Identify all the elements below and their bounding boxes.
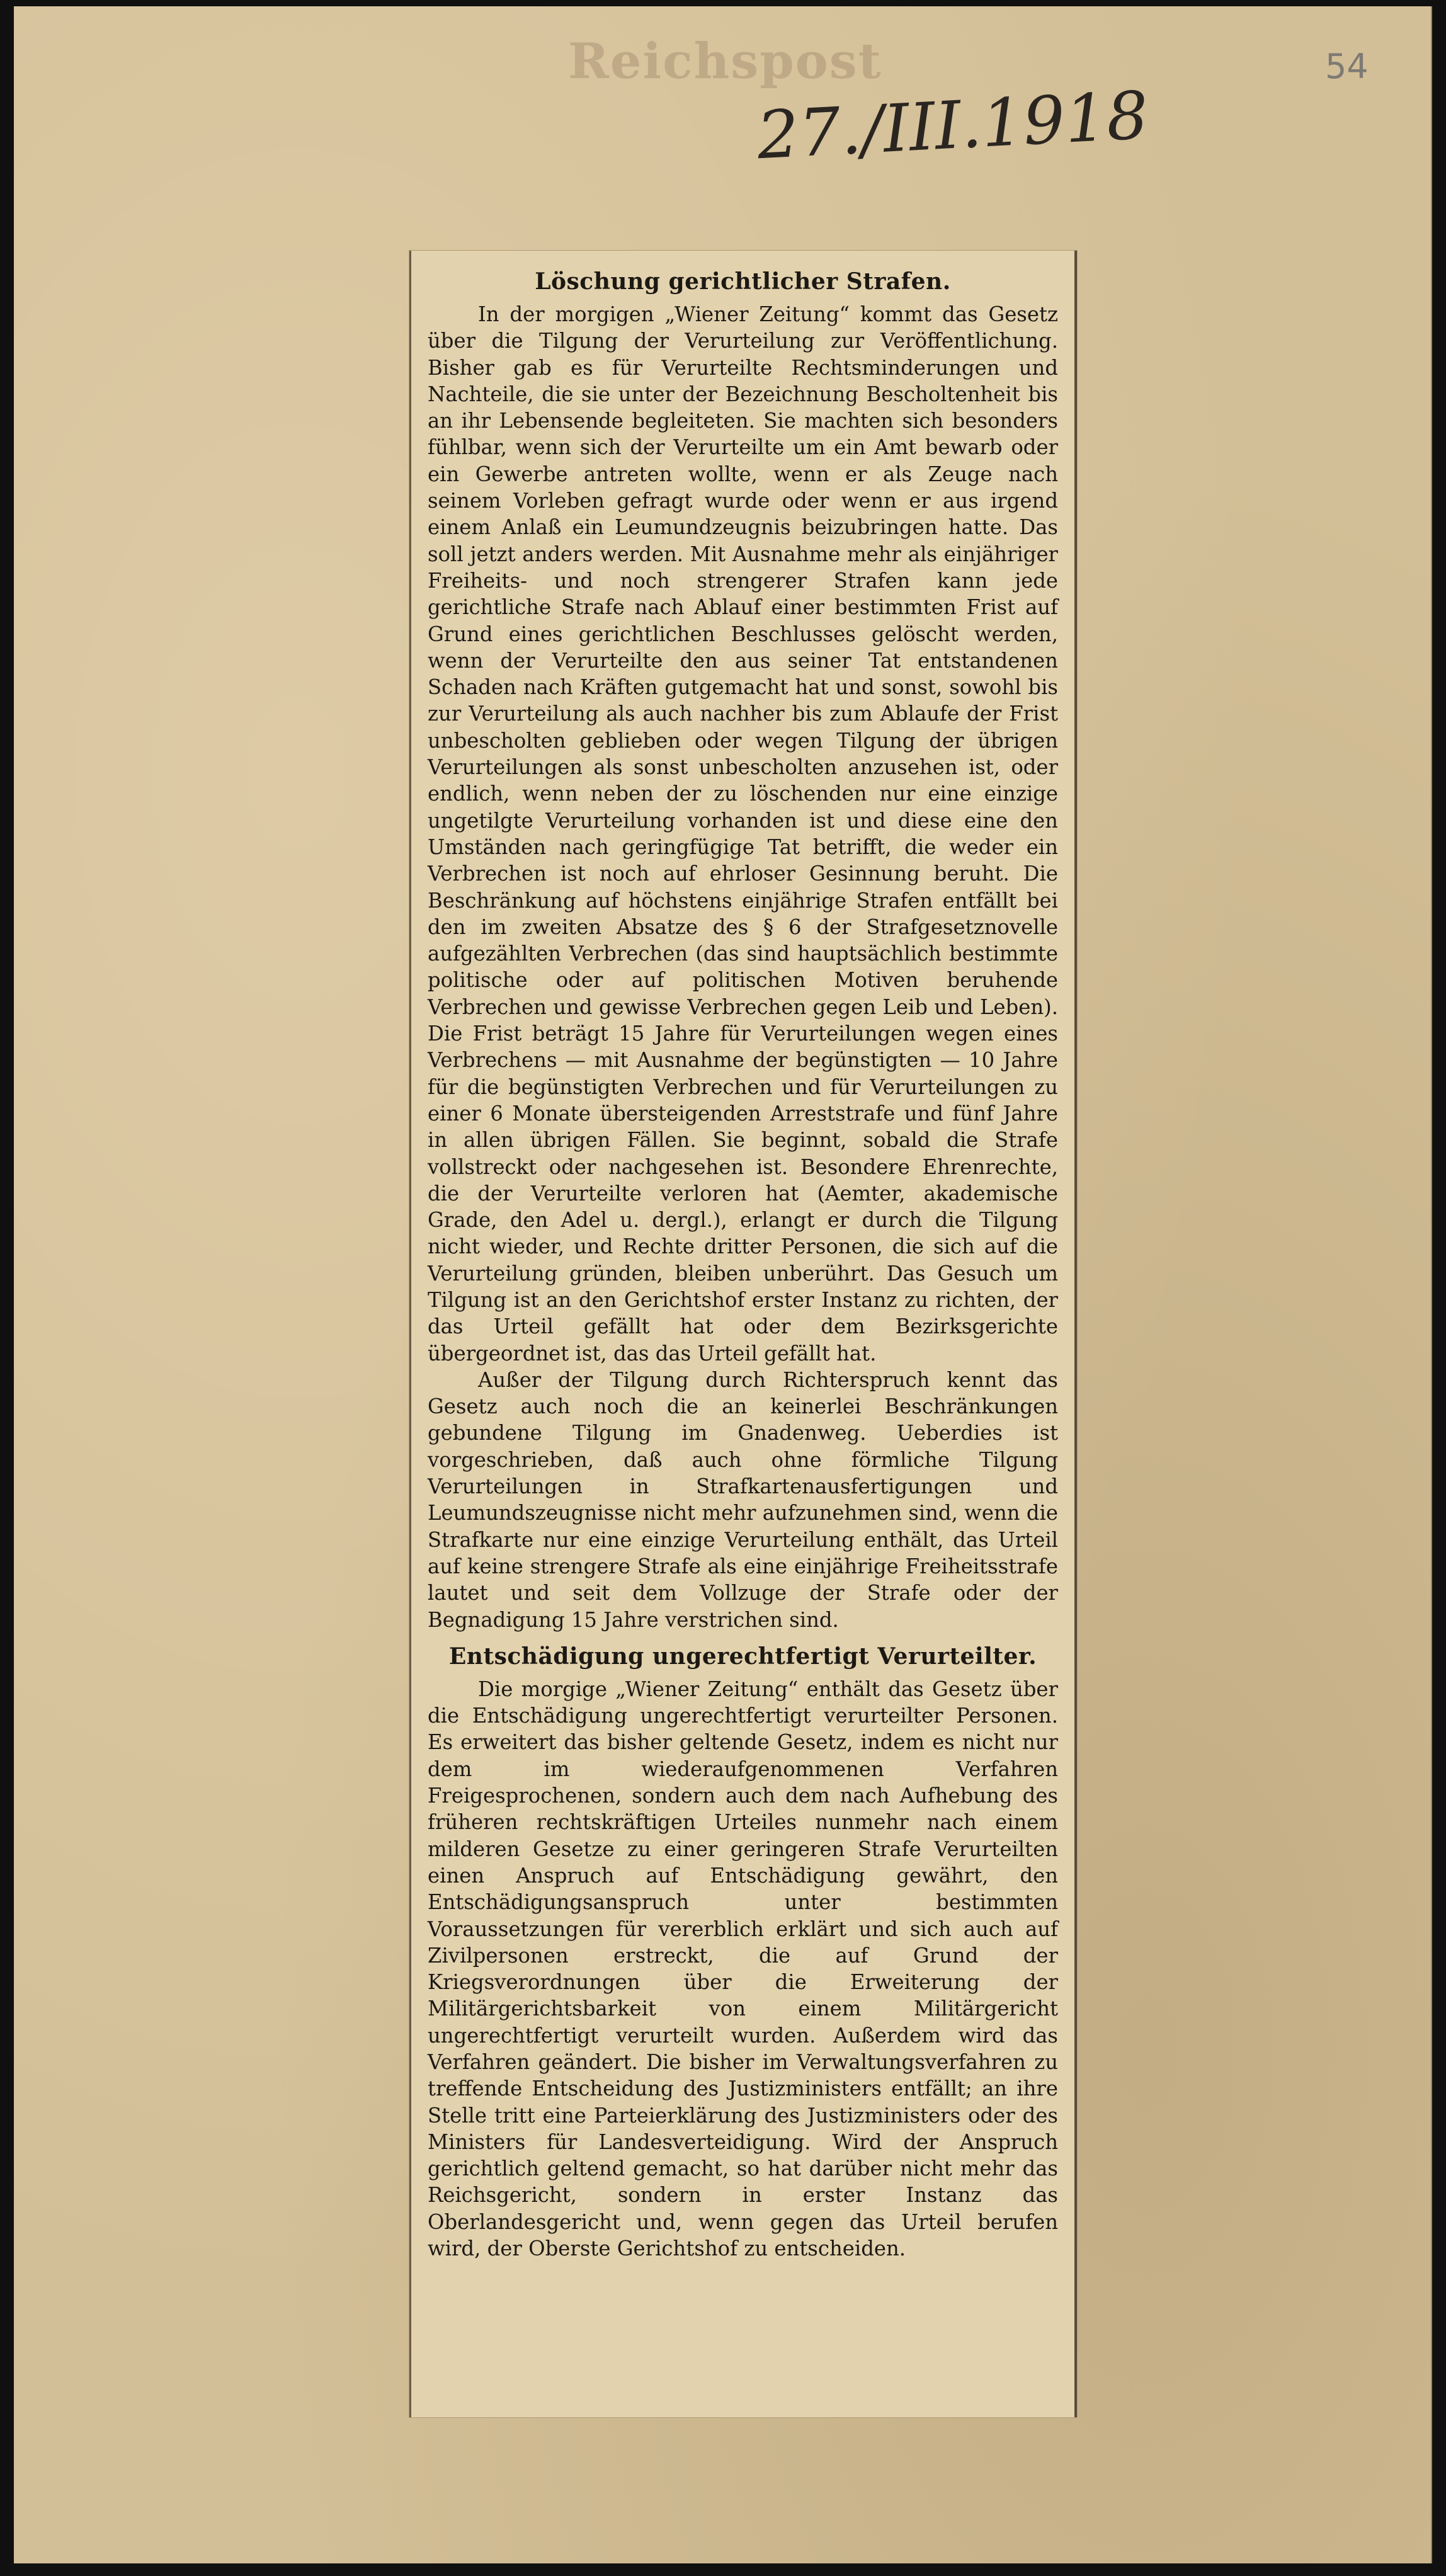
- handwritten-date: 27./III.1918: [755, 76, 1151, 174]
- article-paragraph: Außer der Tilgung durch Richterspruch kennt das Gesetz auch noch die an keinerlei Beschränkungen gebundene Tilgung im Gnadenweg. Ueberdies ist vorgeschrieben, daß auch ohne förmliche Tilgung Verurteilungen in Strafkartenausfertigungen und Leumundszeugnisse nicht mehr aufzunehmen sind, wenn die Strafkarte nur eine einzige Verurteilung enthält, das Urteil auf keine strengere Strafe als eine einjährige Freiheitsstrafe lautet und seit dem Vollzuge der Strafe oder der Begnadigung 15 Jahre verstrichen sind.: [428, 1367, 1058, 1632]
- article-headline: Entschädigung ungerechtfertigt Verurteilter.: [448, 1643, 1037, 1670]
- article-paragraph: Die morgige „Wiener Zeitung“ enthält das Gesetz über die Entschädigung ungerechtfertigt verurteilter Personen. Es erweitert das bisher geltende Gesetz, indem es nicht nur dem im wiederaufgenommenen Verfahren Freigesprochenen, sondern auch dem nach Aufhebung des früheren rechtskräftigen Urteiles nunmehr nach einem milderen Gesetze zu einer geringeren Strafe Verurteilten einen Anspruch auf Entschädigung gewährt, den Entschädigungsanspruch unter bestimmten Voraussetzungen für vererblich erklärt und sich auch auf Zivilpersonen erstreckt, die auf Grund der Kriegsverordnungen über die Erweiterung der Militärgerichtsbarkeit von einem Militärgericht ungerechtfertigt verurteilt wurden. Außerdem wird das Verfahren geändert. Die bisher im Verwaltungsverfahren zu treffende Entscheidung des Justizministers entfällt; an ihre Stelle tritt eine Parteierklärung des Justizministers oder des Ministers für Landesverteidigung. Wird der Anspruch gerichtlich geltend gemacht, so hat darüber nicht mehr das Reichsgericht, sondern in erster Instanz das Oberlandesgericht und, wenn gegen das Urteil berufen wird, der Oberste Gerichtshof zu entscheiden.: [428, 1677, 1058, 2261]
- newspaper-clipping: [409, 251, 1077, 2417]
- article-paragraph: In der morgigen „Wiener Zeitung“ kommt das Gesetz über die Tilgung der Verurteilung zur Veröffentlichung. Bisher gab es für Verurteilte Rechtsminderungen und Nachteile, die sie unter der Bezeichnung Bescholtenheit bis an ihr Lebensende begleiteten. Sie machten sich besonders fühlbar, wenn sich der Verurteilte um ein Amt bewarb oder ein Gewerbe antreten wollte, wenn er als Zeuge nach seinem Vorleben gefragt wurde oder wenn er aus irgend einem Anlaß ein Leumundzeugnis beizubringen hatte. Das soll jetzt anders werden. Mit Ausnahme mehr als einjähriger Freiheits- und noch strengerer Strafen kann jede gerichtliche Strafe nach Ablauf einer bestimmten Frist auf Grund eines gerichtlichen Beschlusses gelöscht werden, wenn der Verurteilte den aus seiner Tat entstandenen Schaden nach Kräften gutgemacht hat und sonst, sowohl bis zur Verurteilung als auch nachher bis zum Ablaufe der Frist unbescholten geblieben oder wegen Tilgung der übrigen Verurteilungen als sonst unbescholten anzusehen ist, oder endlich, wenn neben der zu löschenden nur eine einzige ungetilgte Verurteilung vorhanden ist und diese eine den Umständen nach geringfügige Tat betrifft, die weder ein Verbrechen ist noch auf ehrloser Gesinnung beruht. Die Beschränkung auf höchstens einjährige Strafen entfällt bei den im zweiten Absatze des § 6 der Strafgesetznovelle aufgezählten Verbrechen (das sind hauptsächlich bestimmte politische oder auf politischen Motiven beruhende Verbrechen und gewisse Verbrechen gegen Leib und Leben). Die Frist beträgt 15 Jahre für Verurteilungen wegen eines Verbrechens — mit Ausnahme der begünstigten — 10 Jahre für die begünstigten Verbrechen und für Verurteilungen zu einer 6 Monate übersteigenden Arreststrafe und fünf Jahre in allen übrigen Fällen. Sie beginnt, sobald die Strafe vollstreckt oder nachgesehen ist. Besondere Ehrenrechte, die der Verurteilte verloren hat (Aemter, akademische Grade, den Adel u. dergl.), erlangt er durch die Tilgung nicht wieder, und Rechte dritter Personen, die sich auf die Verurteilung gründen, bleiben unberührt. Das Gesuch um Tilgung ist an den Gerichtshof erster Instanz zu richten, der das Urteil gefällt hat oder dem Bezirksgerichte übergeordnet ist, das das Urteil gefällt hat.: [428, 302, 1058, 1365]
- page-number: 54: [1325, 47, 1369, 86]
- newspaper-stamp: Reichspost: [568, 33, 882, 90]
- article-headline: Löschung gerichtlicher Strafen.: [535, 268, 951, 295]
